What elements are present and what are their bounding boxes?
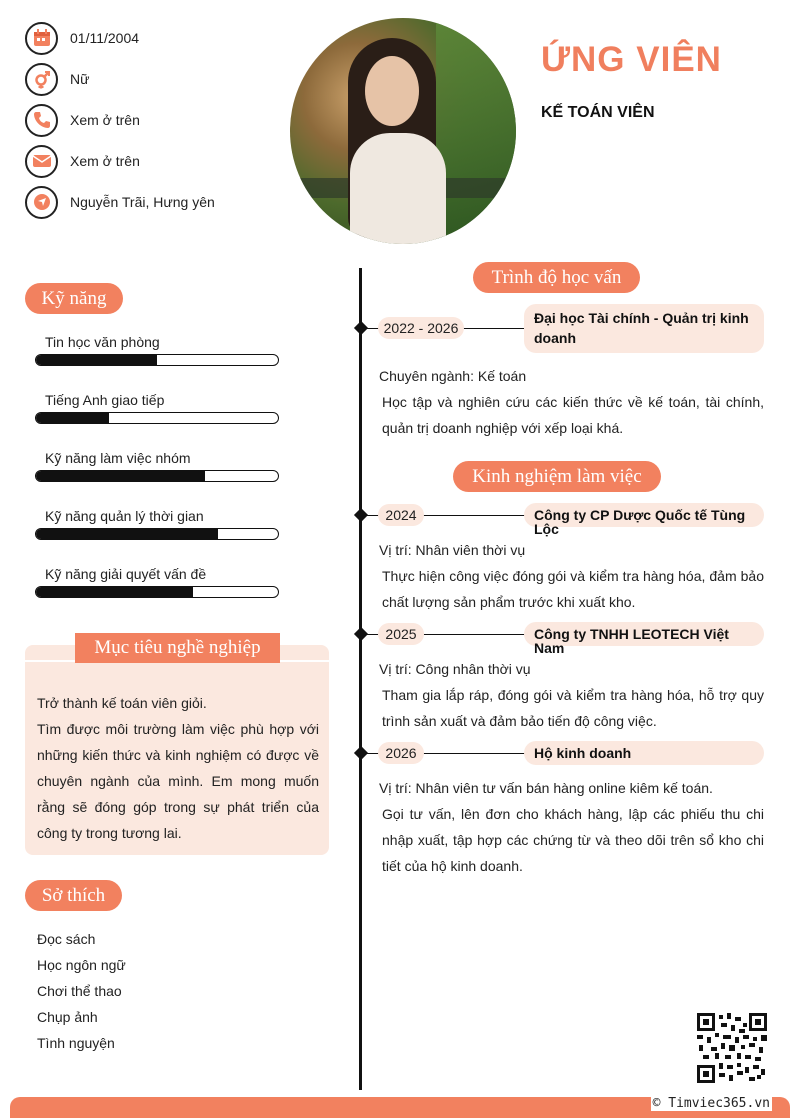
gender-text: Nữ (70, 71, 90, 87)
hobby-item: Chụp ảnh (37, 1009, 98, 1025)
experience-date: 2026 (378, 742, 424, 764)
objective-line: Trở thành kế toán viên giỏi. (37, 695, 207, 711)
skill-bar-fill (36, 471, 205, 481)
contact-gender (25, 62, 89, 96)
objective-text (37, 690, 319, 846)
calendar-icon (25, 22, 58, 55)
skill-bar (35, 586, 279, 598)
contact-email (25, 144, 140, 178)
skill-bar-fill (36, 529, 218, 539)
hobby-item: Học ngôn ngữ (37, 957, 126, 973)
experience-description: Tham gia lắp ráp, đóng gói và kiểm tra hàng hóa, hỗ trợ quy trình sản xuất và đảm bảo tiến độ công việc. (382, 687, 764, 729)
contact-dob (25, 21, 139, 55)
hobby-item: Chơi thể thao (37, 983, 122, 999)
skill-bar (35, 470, 279, 482)
email-text: Xem ở trên (70, 153, 140, 169)
contact-phone (25, 103, 140, 137)
experience-company: Hộ kinh doanh (524, 741, 764, 765)
experience-position: Vị trí: Nhân viên thời vụ (379, 542, 526, 558)
skill-label: Kỹ năng quản lý thời gian (45, 508, 204, 524)
profile-photo (290, 18, 516, 244)
experience-date: 2025 (378, 623, 424, 645)
experience-company: Công ty CP Dược Quốc tế Tùng Lộc (524, 503, 764, 527)
experience-title: Kinh nghiệm làm việc (453, 461, 661, 492)
experience-position: Vị trí: Công nhân thời vụ (379, 661, 531, 677)
gender-icon (25, 63, 58, 96)
education-school: Đại học Tài chính - Quản trị kinh doanh (524, 304, 764, 353)
education-description: Học tập và nghiên cứu các kiến thức về kế toán, tài chính, quản trị doanh nghiệp với xếp loại khá. (382, 394, 764, 436)
skills-title: Kỹ năng (25, 283, 123, 314)
job-title: KẾ TOÁN VIÊN (541, 104, 655, 121)
experience-date: 2024 (378, 504, 424, 526)
location-icon (25, 186, 58, 219)
objective-line: Tìm được môi trường làm việc phù hợp với những kiến thức và kinh nghiệm có được về chuyên ngành của mình. Em mong muốn rằng sẽ đóng góp trong sự phát triển của công ty trong tương lai. (37, 721, 319, 841)
skill-bar-fill (36, 355, 157, 365)
footer-copyright: © Timviec365.vn (652, 1096, 770, 1111)
education-date: 2022 - 2026 (378, 317, 464, 339)
phone-text: Xem ở trên (70, 112, 140, 128)
experience-position: Vị trí: Nhân viên tư vấn bán hàng online kiêm kế toán. (379, 780, 713, 796)
skill-label: Kỹ năng giải quyết vấn đề (45, 566, 207, 582)
hobby-item: Tình nguyện (37, 1035, 115, 1051)
experience-description: Gọi tư vấn, lên đơn cho khách hàng, lập các phiếu thu chi nhập xuất, tập hợp các chứng từ và theo dõi trên sổ kho chi tiết của hộ kinh doanh. (382, 806, 764, 874)
skill-label: Tin học văn phòng (45, 334, 160, 350)
education-title: Trình độ học vấn (473, 262, 640, 293)
skill-bar (35, 412, 279, 424)
hobbies-title: Sở thích (25, 880, 122, 911)
skill-bar-fill (36, 587, 193, 597)
objective-title: Mục tiêu nghề nghiệp (75, 633, 280, 663)
skill-bar-fill (36, 413, 109, 423)
contact-address (25, 185, 215, 219)
hobby-item: Đọc sách (37, 931, 96, 947)
phone-icon (25, 104, 58, 137)
skill-label: Kỹ năng làm việc nhóm (45, 450, 191, 466)
dob-text: 01/11/2004 (70, 30, 140, 46)
candidate-name: ỨNG VIÊN (541, 40, 722, 79)
skill-label: Tiếng Anh giao tiếp (45, 392, 165, 408)
experience-description: Thực hiện công việc đóng gói và kiểm tra hàng hóa, đảm bảo chất lượng sản phẩm trước khi xuất kho. (382, 568, 764, 610)
skill-bar (35, 354, 279, 366)
qr-code-icon (697, 1013, 767, 1083)
education-major: Chuyên ngành: Kế toán (379, 368, 527, 384)
skill-bar (35, 528, 279, 540)
experience-company: Công ty TNHH LEOTECH Việt Nam (524, 622, 764, 646)
timeline-line (359, 268, 362, 1090)
mail-icon (25, 145, 58, 178)
address-text: Nguyễn Trãi, Hưng yên (70, 194, 215, 210)
